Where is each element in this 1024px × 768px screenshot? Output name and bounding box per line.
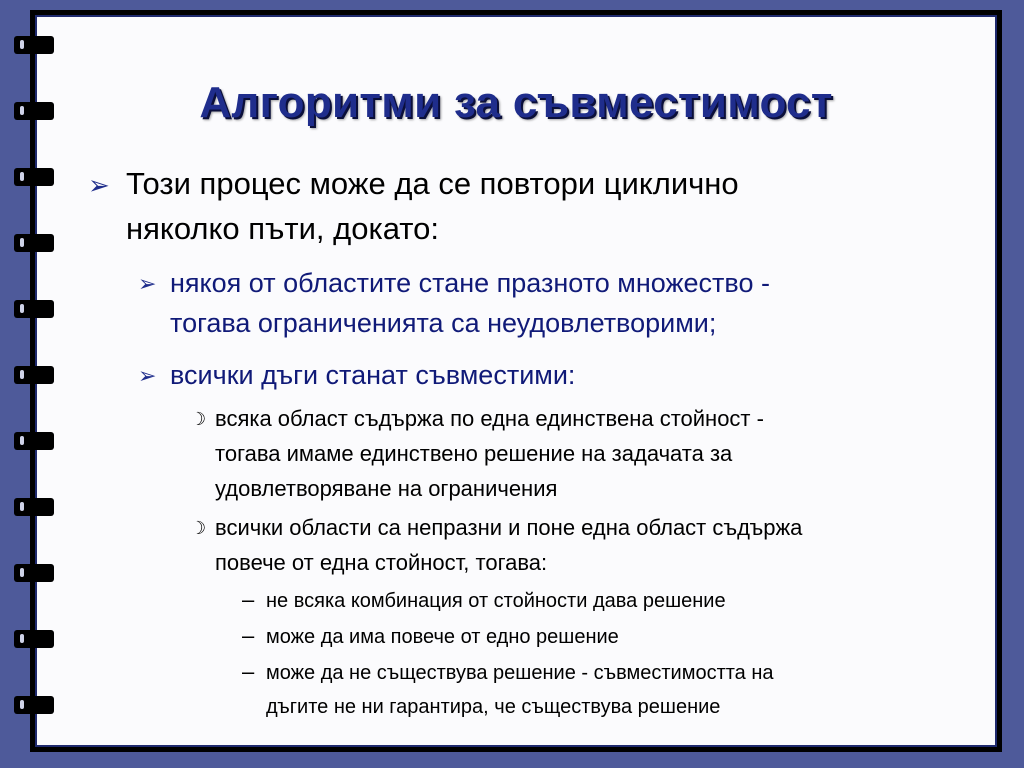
dash-bullet-icon: –	[242, 623, 255, 648]
bullet-text: всяка област съдържа по една единствена стойност -	[215, 406, 764, 431]
bullet-text: няколко пъти, докато:	[126, 211, 439, 246]
bullet-text: тогава имаме единствено решение на задачата за	[215, 441, 733, 466]
crescent-bullet-icon: ☽	[190, 518, 207, 538]
spiral-ring	[14, 630, 54, 648]
spiral-ring	[14, 696, 54, 714]
spiral-ring	[14, 300, 54, 318]
bullet-text: всички области са непразни и поне една област съдържа	[215, 515, 803, 540]
bullet-text: може да не съществува решение - съвместимостта на	[266, 662, 774, 684]
bullet-text: повече от една стойност, тогава:	[215, 550, 548, 575]
arrow-bullet-icon: ➢	[138, 271, 157, 296]
bullet-text: тогава ограниченията са неудовлетворими;	[170, 308, 717, 338]
slide-title: Алгоритми за съвместимост	[199, 78, 833, 127]
dash-bullet-icon: –	[242, 659, 255, 684]
spiral-ring	[14, 234, 54, 252]
crescent-bullet-icon: ☽	[190, 409, 207, 429]
arrow-bullet-icon: ➢	[88, 170, 110, 200]
arrow-bullet-icon: ➢	[138, 363, 157, 388]
spiral-ring	[14, 564, 54, 582]
bullet-text: дъгите не ни гарантира, че съществува решение	[266, 696, 721, 718]
bullet-text: някоя от областите стане празното множество -	[170, 268, 770, 298]
bullet-text: Този процес може да се повтори циклично	[126, 166, 739, 201]
spiral-ring	[14, 366, 54, 384]
bullet-text: всички дъги станат съвместими:	[170, 360, 576, 390]
spiral-ring	[14, 168, 54, 186]
bullet-text: удовлетворяване на ограничения	[215, 476, 558, 501]
bullet-text: може да има повече от едно решение	[266, 626, 619, 648]
dash-bullet-icon: –	[242, 587, 255, 612]
spiral-ring	[14, 498, 54, 516]
spiral-ring	[14, 432, 54, 450]
spiral-ring	[14, 36, 54, 54]
bullet-text: не всяка комбинация от стойности дава решение	[266, 590, 726, 612]
